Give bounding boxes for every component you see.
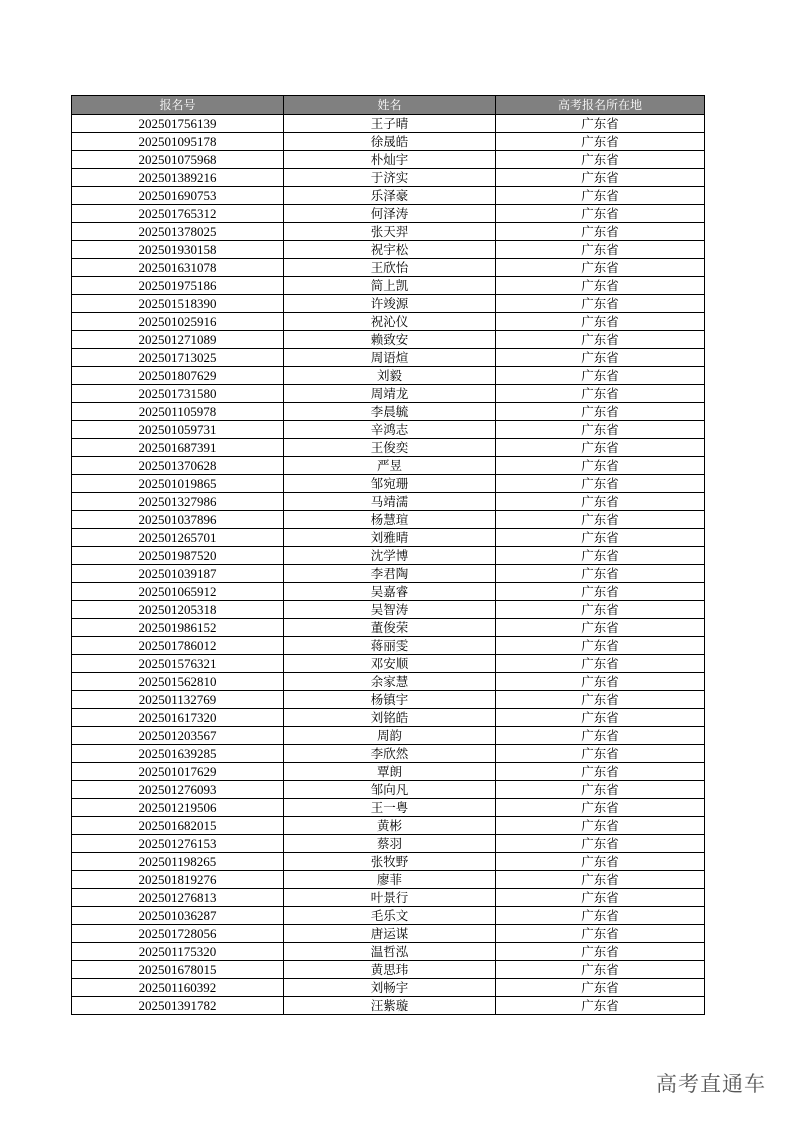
cell-registration-location: 广东省: [496, 493, 705, 511]
cell-name: 徐晟皓: [284, 133, 496, 151]
cell-registration-location: 广东省: [496, 475, 705, 493]
cell-name: 黄思玮: [284, 961, 496, 979]
cell-registration-number: 202501039187: [72, 565, 284, 583]
cell-registration-location: 广东省: [496, 979, 705, 997]
cell-registration-number: 202501786012: [72, 637, 284, 655]
header-name: 姓名: [284, 96, 496, 115]
cell-registration-number: 202501370628: [72, 457, 284, 475]
table-row: [72, 403, 705, 421]
cell-name: 廖菲: [284, 871, 496, 889]
cell-registration-number: 202501687391: [72, 439, 284, 457]
cell-registration-number: 202501617320: [72, 709, 284, 727]
cell-name: 李君陶: [284, 565, 496, 583]
table-row: [72, 367, 705, 385]
cell-name: 刘畅宇: [284, 979, 496, 997]
cell-registration-location: 广东省: [496, 763, 705, 781]
cell-registration-number: 202501105978: [72, 403, 284, 421]
cell-registration-number: 202501036287: [72, 907, 284, 925]
table-row: [72, 547, 705, 565]
cell-registration-location: 广东省: [496, 853, 705, 871]
cell-name: 张牧野: [284, 853, 496, 871]
cell-registration-number: 202501518390: [72, 295, 284, 313]
table-row: [72, 421, 705, 439]
cell-registration-location: 广东省: [496, 115, 705, 133]
cell-name: 王子晴: [284, 115, 496, 133]
cell-name: 祝沁仪: [284, 313, 496, 331]
cell-name: 周语煊: [284, 349, 496, 367]
cell-registration-number: 202501271089: [72, 331, 284, 349]
table-row: [72, 205, 705, 223]
table-row: [72, 187, 705, 205]
table-row: [72, 385, 705, 403]
cell-registration-number: 202501389216: [72, 169, 284, 187]
cell-registration-location: 广东省: [496, 133, 705, 151]
table-row: [72, 331, 705, 349]
table-row: [72, 979, 705, 997]
header-registration-location: 高考报名所在地: [496, 96, 705, 115]
table-row: [72, 223, 705, 241]
cell-registration-number: 202501378025: [72, 223, 284, 241]
cell-name: 祝宇松: [284, 241, 496, 259]
cell-registration-location: 广东省: [496, 205, 705, 223]
cell-registration-number: 202501019865: [72, 475, 284, 493]
cell-name: 唐运谋: [284, 925, 496, 943]
table-row: [72, 853, 705, 871]
cell-registration-number: 202501205318: [72, 601, 284, 619]
cell-registration-location: 广东省: [496, 223, 705, 241]
cell-registration-location: 广东省: [496, 727, 705, 745]
table-row: [72, 295, 705, 313]
cell-name: 董俊荣: [284, 619, 496, 637]
table-row: [72, 637, 705, 655]
cell-name: 李晨毓: [284, 403, 496, 421]
table-row: [72, 133, 705, 151]
table-row: [72, 727, 705, 745]
cell-name: 汪紫璇: [284, 997, 496, 1015]
table-row: [72, 169, 705, 187]
cell-registration-location: 广东省: [496, 169, 705, 187]
table-row: [72, 277, 705, 295]
cell-name: 余家慧: [284, 673, 496, 691]
cell-registration-location: 广东省: [496, 943, 705, 961]
cell-registration-number: 202501756139: [72, 115, 284, 133]
table-row: [72, 691, 705, 709]
cell-name: 温哲泓: [284, 943, 496, 961]
cell-name: 王俊奕: [284, 439, 496, 457]
cell-registration-number: 202501631078: [72, 259, 284, 277]
cell-registration-number: 202501713025: [72, 349, 284, 367]
cell-registration-location: 广东省: [496, 889, 705, 907]
table-row: [72, 241, 705, 259]
cell-name: 叶景行: [284, 889, 496, 907]
cell-registration-number: 202501562810: [72, 673, 284, 691]
cell-name: 刘毅: [284, 367, 496, 385]
cell-name: 于济实: [284, 169, 496, 187]
table-row: [72, 475, 705, 493]
cell-name: 刘雅晴: [284, 529, 496, 547]
cell-registration-number: 202501276093: [72, 781, 284, 799]
table-header-row: [72, 96, 705, 115]
cell-registration-number: 202501075968: [72, 151, 284, 169]
cell-registration-number: 202501095178: [72, 133, 284, 151]
cell-name: 赖致安: [284, 331, 496, 349]
cell-registration-number: 202501765312: [72, 205, 284, 223]
cell-registration-location: 广东省: [496, 385, 705, 403]
table-row: [72, 565, 705, 583]
cell-registration-number: 202501276813: [72, 889, 284, 907]
cell-registration-location: 广东省: [496, 817, 705, 835]
table-row: [72, 943, 705, 961]
cell-registration-number: 202501987520: [72, 547, 284, 565]
cell-registration-location: 广东省: [496, 187, 705, 205]
cell-registration-number: 202501391782: [72, 997, 284, 1015]
cell-registration-location: 广东省: [496, 295, 705, 313]
cell-registration-location: 广东省: [496, 925, 705, 943]
cell-registration-location: 广东省: [496, 277, 705, 295]
cell-registration-location: 广东省: [496, 565, 705, 583]
table-row: [72, 871, 705, 889]
cell-name: 王欣怡: [284, 259, 496, 277]
cell-registration-number: 202501327986: [72, 493, 284, 511]
cell-registration-number: 202501265701: [72, 529, 284, 547]
table-row: [72, 907, 705, 925]
cell-registration-number: 202501276153: [72, 835, 284, 853]
cell-name: 邓安顺: [284, 655, 496, 673]
cell-registration-number: 202501017629: [72, 763, 284, 781]
cell-registration-number: 202501930158: [72, 241, 284, 259]
table-row: [72, 529, 705, 547]
table-row: [72, 583, 705, 601]
table-row: [72, 457, 705, 475]
watermark-logo: 高考直通车: [656, 1072, 766, 1096]
table-row: [72, 439, 705, 457]
cell-registration-number: 202501198265: [72, 853, 284, 871]
cell-name: 周韵: [284, 727, 496, 745]
cell-registration-location: 广东省: [496, 151, 705, 169]
cell-registration-location: 广东省: [496, 583, 705, 601]
table-row: [72, 889, 705, 907]
table-body: [72, 115, 705, 1015]
table-row: [72, 601, 705, 619]
table-row: [72, 817, 705, 835]
cell-name: 乐泽豪: [284, 187, 496, 205]
cell-registration-number: 202501175320: [72, 943, 284, 961]
cell-registration-number: 202501819276: [72, 871, 284, 889]
cell-registration-location: 广东省: [496, 403, 705, 421]
cell-registration-number: 202501059731: [72, 421, 284, 439]
cell-name: 简上凯: [284, 277, 496, 295]
cell-name: 马靖濡: [284, 493, 496, 511]
cell-name: 邹宛珊: [284, 475, 496, 493]
cell-registration-location: 广东省: [496, 835, 705, 853]
cell-registration-location: 广东省: [496, 871, 705, 889]
cell-registration-location: 广东省: [496, 709, 705, 727]
cell-registration-location: 广东省: [496, 529, 705, 547]
cell-name: 周靖龙: [284, 385, 496, 403]
cell-registration-number: 202501975186: [72, 277, 284, 295]
cell-name: 严昱: [284, 457, 496, 475]
cell-registration-location: 广东省: [496, 637, 705, 655]
cell-registration-number: 202501728056: [72, 925, 284, 943]
cell-registration-number: 202501731580: [72, 385, 284, 403]
table-row: [72, 511, 705, 529]
cell-registration-location: 广东省: [496, 601, 705, 619]
cell-name: 黄彬: [284, 817, 496, 835]
cell-registration-number: 202501219506: [72, 799, 284, 817]
cell-name: 杨慧瑄: [284, 511, 496, 529]
cell-registration-location: 广东省: [496, 619, 705, 637]
cell-name: 张天羿: [284, 223, 496, 241]
cell-registration-number: 202501639285: [72, 745, 284, 763]
table-row: [72, 997, 705, 1015]
cell-registration-number: 202501160392: [72, 979, 284, 997]
cell-name: 杨镇宇: [284, 691, 496, 709]
cell-registration-location: 广东省: [496, 439, 705, 457]
table-row: [72, 745, 705, 763]
table-row: [72, 349, 705, 367]
table-row: [72, 781, 705, 799]
cell-registration-location: 广东省: [496, 457, 705, 475]
cell-registration-location: 广东省: [496, 961, 705, 979]
cell-registration-location: 广东省: [496, 745, 705, 763]
cell-registration-number: 202501065912: [72, 583, 284, 601]
cell-registration-location: 广东省: [496, 259, 705, 277]
cell-registration-location: 广东省: [496, 331, 705, 349]
cell-registration-number: 202501203567: [72, 727, 284, 745]
cell-name: 许竣源: [284, 295, 496, 313]
cell-registration-number: 202501132769: [72, 691, 284, 709]
cell-registration-location: 广东省: [496, 547, 705, 565]
cell-registration-number: 202501678015: [72, 961, 284, 979]
cell-registration-location: 广东省: [496, 907, 705, 925]
cell-name: 辛鸿志: [284, 421, 496, 439]
cell-name: 刘铭皓: [284, 709, 496, 727]
cell-name: 王一粤: [284, 799, 496, 817]
cell-registration-location: 广东省: [496, 997, 705, 1015]
cell-registration-number: 202501682015: [72, 817, 284, 835]
table-row: [72, 925, 705, 943]
cell-name: 沈学博: [284, 547, 496, 565]
table-row: [72, 115, 705, 133]
cell-registration-location: 广东省: [496, 799, 705, 817]
cell-name: 何泽涛: [284, 205, 496, 223]
table-row: [72, 799, 705, 817]
cell-name: 覃朗: [284, 763, 496, 781]
cell-name: 邹向凡: [284, 781, 496, 799]
cell-registration-number: 202501986152: [72, 619, 284, 637]
cell-registration-location: 广东省: [496, 781, 705, 799]
table-row: [72, 655, 705, 673]
cell-registration-location: 广东省: [496, 691, 705, 709]
cell-registration-number: 202501690753: [72, 187, 284, 205]
cell-registration-location: 广东省: [496, 673, 705, 691]
cell-registration-number: 202501037896: [72, 511, 284, 529]
cell-registration-location: 广东省: [496, 349, 705, 367]
table-row: [72, 673, 705, 691]
table-row: [72, 259, 705, 277]
roster-table: [71, 95, 705, 1015]
cell-name: 吴嘉睿: [284, 583, 496, 601]
cell-registration-location: 广东省: [496, 313, 705, 331]
cell-registration-location: 广东省: [496, 655, 705, 673]
table-row: [72, 709, 705, 727]
table-row: [72, 763, 705, 781]
cell-registration-number: 202501576321: [72, 655, 284, 673]
cell-registration-number: 202501807629: [72, 367, 284, 385]
cell-registration-location: 广东省: [496, 367, 705, 385]
cell-name: 蒋丽雯: [284, 637, 496, 655]
table-row: [72, 961, 705, 979]
cell-registration-number: 202501025916: [72, 313, 284, 331]
table-row: [72, 835, 705, 853]
table-row: [72, 313, 705, 331]
cell-name: 毛乐文: [284, 907, 496, 925]
cell-name: 李欣然: [284, 745, 496, 763]
table-row: [72, 151, 705, 169]
cell-name: 蔡羽: [284, 835, 496, 853]
cell-name: 朴灿宇: [284, 151, 496, 169]
cell-registration-location: 广东省: [496, 511, 705, 529]
cell-name: 吴智涛: [284, 601, 496, 619]
table-row: [72, 493, 705, 511]
header-registration-number: 报名号: [72, 96, 284, 115]
table-row: [72, 619, 705, 637]
cell-registration-location: 广东省: [496, 421, 705, 439]
cell-registration-location: 广东省: [496, 241, 705, 259]
